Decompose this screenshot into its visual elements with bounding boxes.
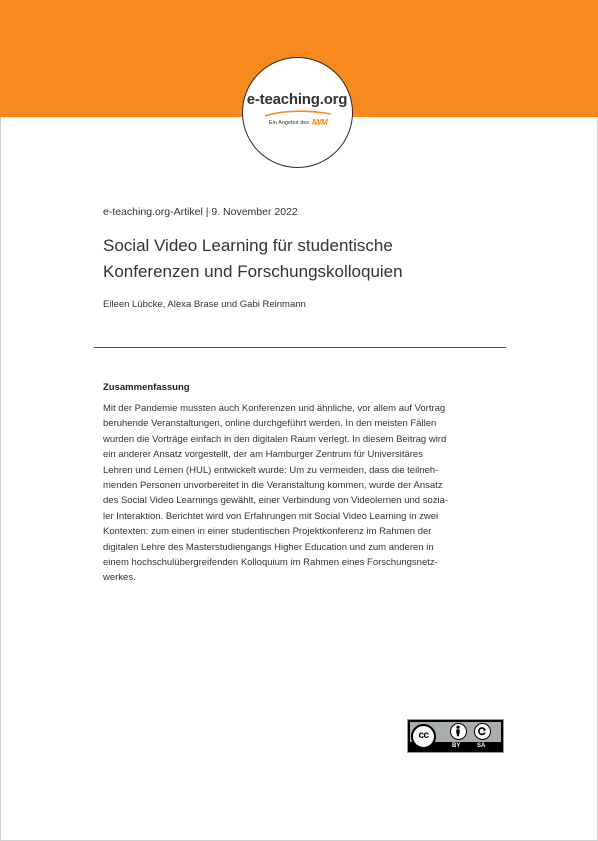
article-meta: e-teaching.org-Artikel | 9. November 2022	[103, 206, 298, 218]
title-line: Social Video Learning für studentische	[103, 236, 393, 255]
authors: Eileen Lübcke, Alexa Brase und Gabi Reinmann	[103, 299, 306, 310]
cc-sa-label: SA	[477, 743, 486, 749]
logo-title: e-teaching.org	[246, 91, 348, 108]
abstract-line: werkes.	[103, 572, 136, 584]
abstract-line: Lehren und Lernen (HUL) entwickelt wurde: Um zu vermeiden, dass die teilneh-	[103, 464, 439, 476]
abstract-line: ein anderer Ansatz vorgestellt, der am Hamburger Zentrum für Universitäres	[103, 449, 423, 461]
abstract-line: digitalen Lehre des Masterstudiengangs Higher Education und zum anderen in	[103, 541, 434, 553]
title-line: Konferenzen und Forschungskolloquien	[103, 262, 403, 281]
abstract-line: einem hochschulübergreifenden Kolloquium im Rahmen eines Forschungsnetz-	[103, 557, 438, 569]
logo-iwm: IWM	[312, 118, 328, 127]
logo-subtitle: Ein Angebot des	[269, 120, 310, 126]
abstract-line: des Social Video Learnings gewählt, einer Verbindung von Videolernen und sozia-	[103, 495, 449, 507]
share-alike-icon	[474, 723, 491, 740]
abstract-line: Mit der Pandemie mussten auch Konferenzen und ähnliche, vor allem auf Vortrag	[103, 403, 446, 414]
person-icon	[450, 723, 467, 740]
abstract-heading: Zusammenfassung	[103, 382, 190, 393]
cc-by-label: BY	[452, 743, 461, 749]
article-title	[103, 233, 503, 285]
divider	[94, 347, 506, 348]
abstract-line: ler Interaktion. Berichtet wird von Erfahrungen mit Social Video Learning in zwei	[103, 510, 439, 522]
abstract-line: menden Personen unvorbereitet in die Veranstaltung kommen, wurde der Ansatz	[103, 480, 443, 492]
abstract-body	[103, 401, 503, 586]
cc-by-sa-badge[interactable]	[407, 719, 504, 753]
abstract-line: wurden die Vorträge einfach in den digitalen Raum verlegt. In diesem Beitrag wird	[103, 433, 447, 445]
abstract-line: Kontexten: zum einen in einer studentischen Projektkonferenz im Rahmen der	[103, 526, 432, 538]
abstract-line: beruhende Veranstaltungen, online durchgeführt werden. In den meisten Fällen	[103, 418, 437, 430]
logo[interactable]	[242, 57, 353, 168]
cc-icon: cc	[411, 724, 436, 749]
